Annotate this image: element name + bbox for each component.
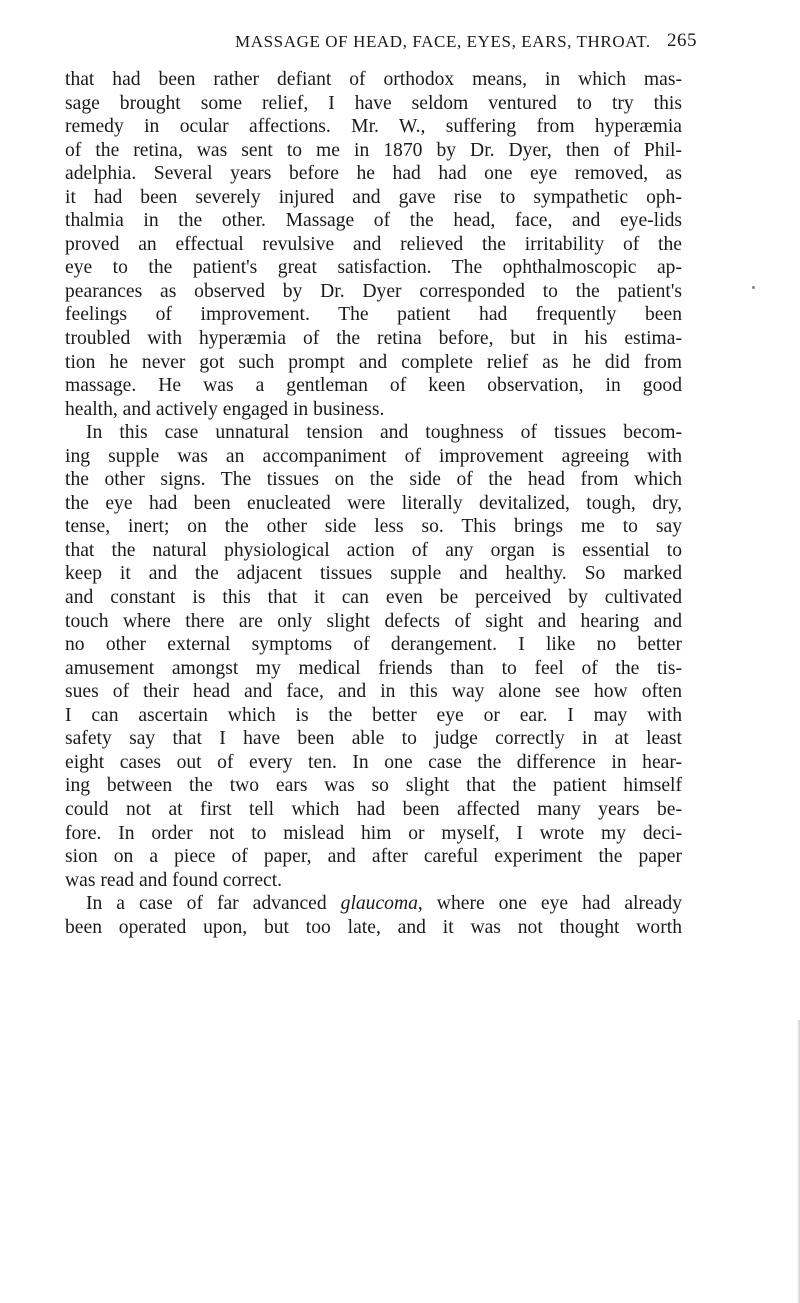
page-number: 265 xyxy=(667,30,697,51)
text-line: troubled with hyperæmia of the retina before, but in his estima- xyxy=(65,328,682,350)
text-line: I can ascertain which is the better eye or ear. I may with xyxy=(65,704,682,726)
text-line: eight cases out of every ten. In one case the difference in hear- xyxy=(65,751,682,773)
text-line: adelphia. Several years before he had had one eye removed, as xyxy=(65,163,682,185)
text-line: eye to the patient's great satisfaction. The ophthalmoscopic ap- xyxy=(65,257,682,279)
text-line: no other external symptoms of derangement. I like no better xyxy=(65,634,682,656)
text-line: feelings of improvement. The patient had frequently been xyxy=(65,304,682,326)
text-line: sion on a piece of paper, and after careful experiment the paper xyxy=(65,846,682,868)
text-line: ing between the two ears was so slight that the patient himself xyxy=(65,775,682,797)
text-line: that had been rather defiant of orthodox means, in which mas- xyxy=(65,69,682,90)
text-line: was read and found correct. xyxy=(65,869,283,891)
text-line: fore. In order not to mislead him or myself, I wrote my deci- xyxy=(65,822,682,844)
text-line: could not at first tell which had been affected many years be- xyxy=(65,798,682,820)
text-line xyxy=(65,892,682,916)
text-line: keep it and the adjacent tissues supple and healthy. So marked xyxy=(65,563,682,585)
text-line: safety say that I have been able to judge correctly in at least xyxy=(65,728,682,750)
text-line: thalmia in the other. Massage of the head, face, and eye-lids xyxy=(65,210,682,232)
text-line: proved an effectual revulsive and relieved the irritability of the xyxy=(65,233,682,255)
text-line: and constant is this that it can even be perceived by cultivated xyxy=(65,587,682,609)
text-line: amusement amongst my medical friends than to feel of the tis- xyxy=(65,657,682,679)
text-segment: In a case of far advanced xyxy=(86,893,341,915)
text-segment: , where one eye had already xyxy=(417,893,682,915)
text-line: sues of their head and face, and in this way alone see how often xyxy=(65,681,682,703)
text-line: health, and actively engaged in business. xyxy=(65,398,385,420)
italic-term: glaucoma xyxy=(340,893,418,915)
text-line: tense, inert; on the other side less so. This brings me to say xyxy=(65,516,682,538)
text-line: tion he never got such prompt and complete relief as he did from xyxy=(65,351,682,373)
text-line: touch where there are only slight defects of sight and hearing and xyxy=(65,610,682,632)
margin-speck xyxy=(752,286,755,289)
body-text xyxy=(65,68,682,939)
text-line: the other signs. The tissues on the side of the head from which xyxy=(65,469,682,491)
text-line: pearances as observed by Dr. Dyer corresponded to the patient's xyxy=(65,280,682,302)
running-head: MASSAGE OF HEAD, FACE, EYES, EARS, THROAT. xyxy=(235,32,651,51)
text-line: sage brought some relief, I have seldom ventured to try this xyxy=(65,92,682,114)
text-line: it had been severely injured and gave rise to sympathetic oph- xyxy=(65,186,682,208)
text-line: the eye had been enucleated were literally devitalized, tough, dry, xyxy=(65,492,682,514)
text-line: In this case unnatural tension and toughness of tissues becom- xyxy=(86,422,682,444)
text-line: massage. He was a gentleman of keen observation, in good xyxy=(65,375,682,397)
text-line: that the natural physiological action of any organ is essential to xyxy=(65,539,682,561)
text-line: been operated upon, but too late, and it was not thought worth xyxy=(65,916,682,938)
text-line: of the retina, was sent to me in 1870 by Dr. Dyer, then of Phil- xyxy=(65,139,682,161)
text-line: ing supple was an accompaniment of improvement agreeing with xyxy=(65,445,682,467)
text-line: remedy in ocular affections. Mr. W., suffering from hyperæmia xyxy=(65,116,682,138)
